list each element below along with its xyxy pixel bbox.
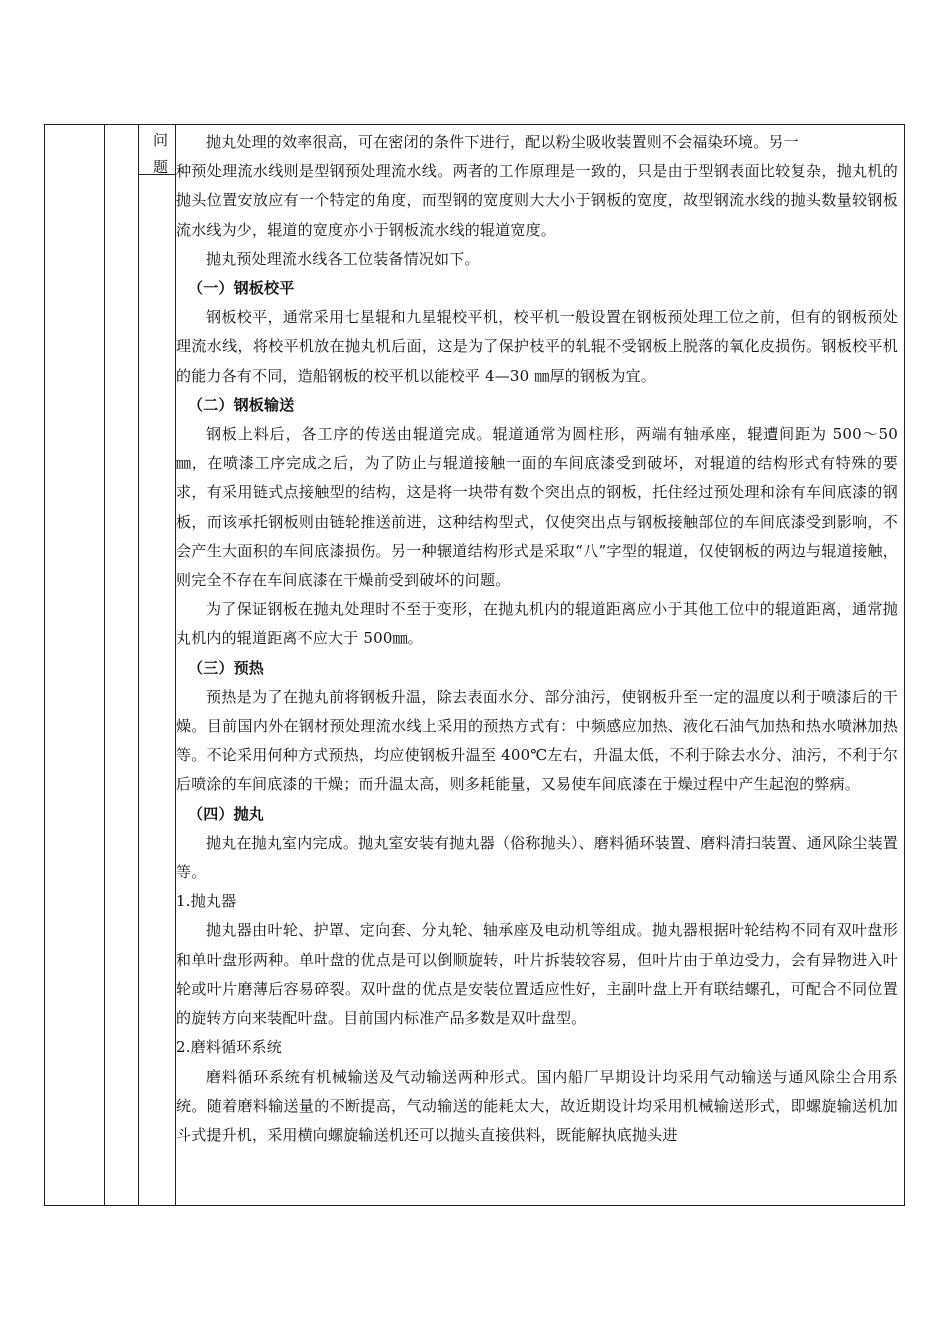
subsection-heading: 1.抛丸器 [176, 892, 237, 911]
paragraph: 钢板校平，通常采用七星辊和九星辊校平机，校平机一般设置在钢板预处理工位之前，但有的钢板预处理流水线，将校平机放在抛丸机后面，这是为了保护枝平的轧辊不受钢板上脱落的氧化皮损伤。钢板校平机的能力各有不同，造船钢板的校平机以能校平 4—30 ㎜厚的钢板为宜。 [176, 308, 898, 385]
paragraph: 抛丸器由叶轮、护罩、定向套、分丸轮、轴承座及电动机等组成。抛丸器根据叶轮结构不同有双叶盘形和单叶盘形两种。单叶盘的优点是可以倒顺旋转，叶片拆装较容易，但叶片由于单边受力，会有异物进入叶轮或叶片磨薄后容易碎裂。双叶盘的优点是安装位置适应性好，主副叶盘上开有联结螺孔，可配合不同位置的旋转方向来装配叶盘。目前国内标准产品多数是双叶盘型。 [176, 921, 898, 1028]
paragraph: 种预处理流水线则是型钢预处理流水线。两者的工作原理是一致的，只是由于型钢表面比较复杂，抛丸机的抛头位置安放应有一个特定的角度，而型钢的宽度则大大小于钢板的宽度，故型钢流水线的抛头数量较钢板流水线为少，辊道的宽度亦小于钢板流水线的辊道宽度。 [176, 162, 898, 239]
subsection-heading: 2.磨料循环系统 [176, 1038, 282, 1057]
section-heading: （三）预热 [188, 658, 265, 677]
document-body [176, 128, 898, 1150]
paragraph: 为了保证钢板在抛丸处理时不至于变形，在抛丸机内的辊道距离应小于其他工位中的辊道距离，通常抛丸机内的辊道距离不应大于 500㎜。 [176, 600, 898, 648]
document-table [44, 124, 905, 1206]
paragraph: 抛丸在抛丸室内完成。抛丸室安装有抛丸器（俗称抛头）、磨料循环装置、磨料清扫装置、通风除尘装置等。 [176, 833, 898, 882]
section-heading: （四）抛丸 [188, 804, 265, 823]
column-divider-1 [104, 125, 105, 1205]
row-label: 问题 [152, 131, 168, 176]
section-heading: （二）钢板输送 [188, 395, 295, 414]
paragraph: 磨料循环系统有机械输送及气动输送两种形式。国内船厂早期设计均采用气动输送与通风除尘合用系统。随着磨料输送量的不断提高，气动输送的能耗太大，故近期设计均采用机械输送形式，即螺旋输送机加斗式提升机，采用横向螺旋输送机还可以抛头直接供料，既能解执底抛头进 [176, 1067, 898, 1144]
paragraph: 预热是为了在抛丸前将钢板升温，除去表面水分、部分油污，使钢板升至一定的温度以利于喷漆后的干燥。目前国内外在钢材预处理流水线上采用的预热方式有：中频感应加热、液化石油气加热和热水喷淋加热等。不论采用何种方式预热，均应使钢板升温至 400℃左右，升温太低，不利于除去水分、油污，不利于尔后喷涂的车间底漆的干燥；而升温太高，则多耗能量，又易使车间底漆在于燥过程中产生起泡的弊病。 [176, 687, 898, 794]
section-heading: （一）钢板校平 [188, 279, 295, 298]
paragraph: 抛丸处理的效率很高，可在密闭的条件下进行，配以粉尘吸收装置则不会福染环境。另一 [206, 133, 799, 151]
column-divider-2 [138, 125, 139, 1205]
paragraph: 钢板上料后，各工序的传送由辊道完成。辊道通常为圆柱形，两端有轴承座，辊遭间距为 500～50 ㎜，在喷漆工序完成之后，为了防止与辊道接触一面的车间底漆受到破坏，对辊道的结构形式有特殊的要求，有采用链式点接触型的结构，这是将一块带有数个突出点的钢板，托住经过预处理和涂有车间底漆的钢板，而该承托钢板则由链轮推送前进，这种结构型式，仅使突出点与钢板接触部位的车间底漆受到影响，不会产生大面积的车间底漆损伤。另一种辗道结构形式是采取“八”字型的辊道，仅使钢板的两边与辊道接触，则完全不存在车间底漆在干燥前受到破坏的问题。 [176, 425, 898, 590]
paragraph: 抛丸预处理流水线各工位装备情况如下。 [206, 249, 480, 268]
